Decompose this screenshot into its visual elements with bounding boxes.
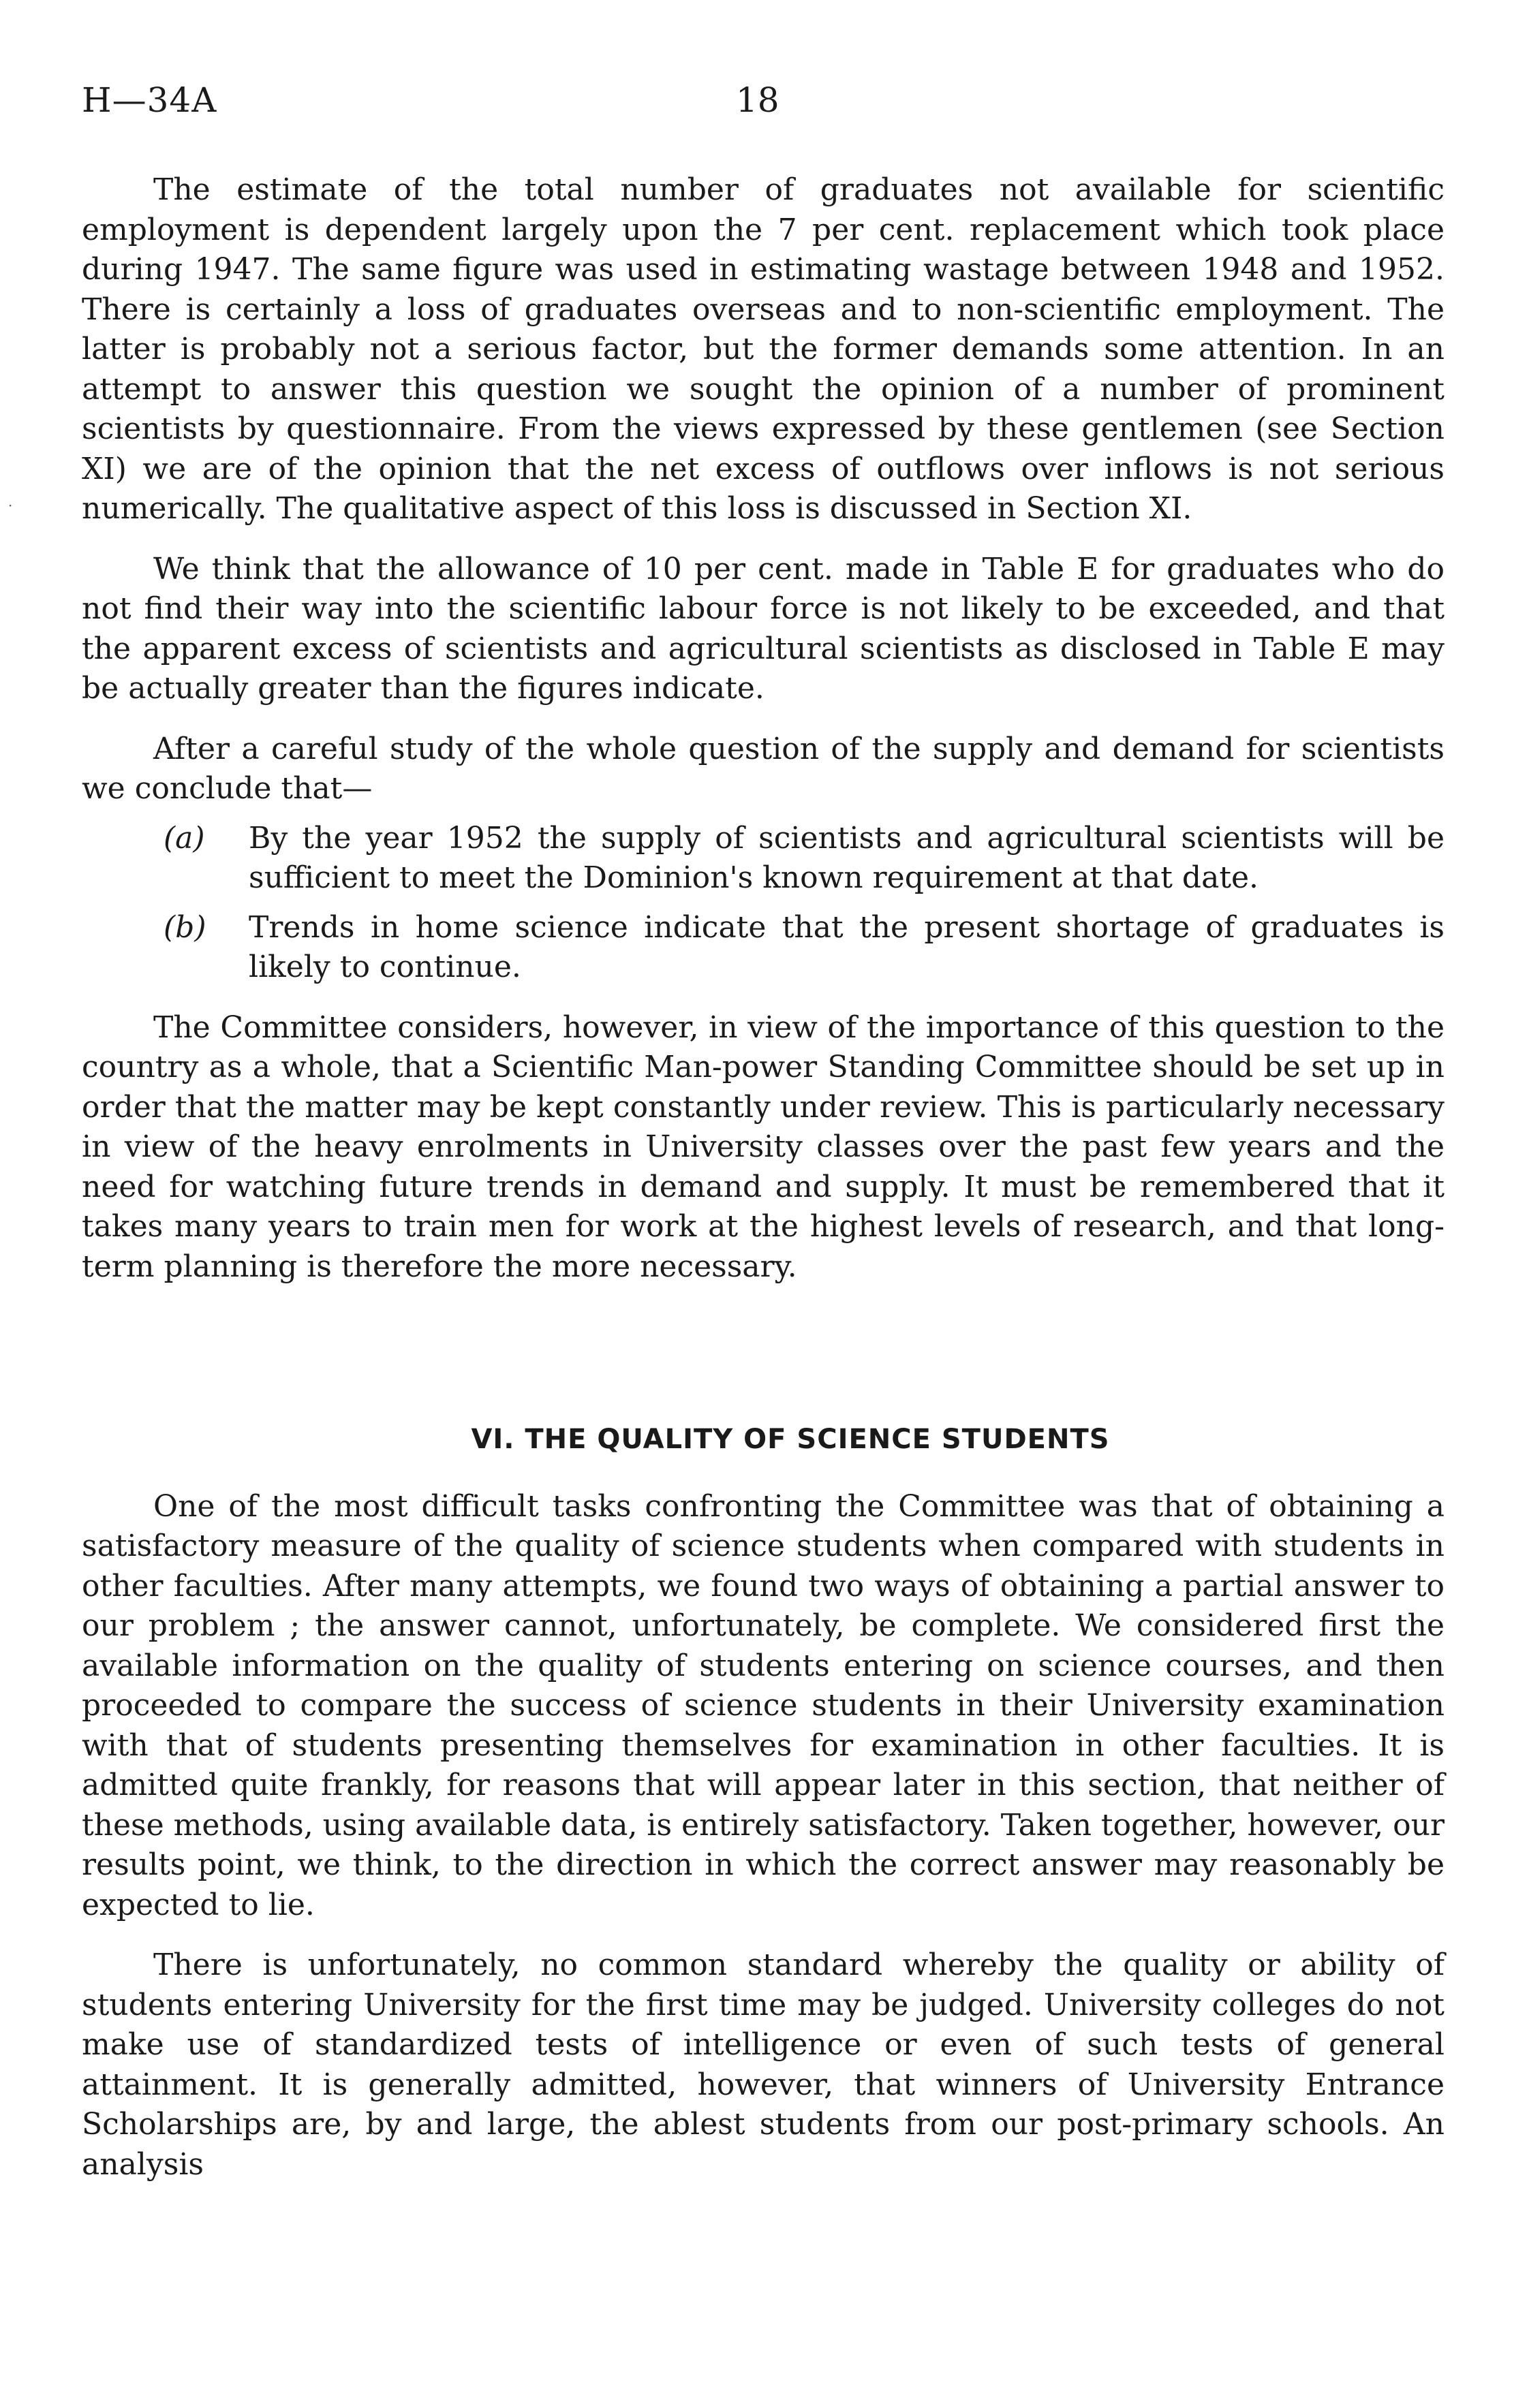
page-header bbox=[82, 80, 1447, 121]
list-item-text: Trends in home science indicate that the present shortage of graduates is likely to continue. bbox=[249, 909, 1445, 984]
series-code: H—34A bbox=[82, 80, 217, 120]
list-item-label: (a) bbox=[164, 820, 205, 856]
list-item-text: By the year 1952 the supply of scientists and agricultural scientists will be sufficient to meet the Dominion's known requirement at that date. bbox=[249, 820, 1445, 895]
section-heading: VI. THE QUALITY OF SCIENCE STUDENTS bbox=[471, 1424, 1110, 1455]
paragraph-allowance: We think that the allowance of 10 per cent. made in Table E for graduates who do not find their way into the scientific labour force is not likely to be exceeded, and that the apparent excess of scientists and agricultural scientists as disclosed in Table E may be actually greater than the figures indicate. bbox=[82, 551, 1445, 706]
margin-mark: · bbox=[8, 497, 13, 514]
list-item bbox=[82, 908, 1445, 988]
paragraph-graduate-estimate: The estimate of the total number of graduates not available for scientific employment is dependent largely upon the 7 per cent. replacement which took place during 1947. The same figure was used in estimating wastage between 1948 and 1952. There is certainly a loss of graduates overseas and to non-scientific employment. The latter is probably not a serious factor, but the former demands some attention. In an attempt to answer this question we sought the opinion of a number of prominent scientists by questionnaire. From the views expressed by these gentlemen (see Section XI) we are of the opinion that the net excess of outflows over inflows is not serious numerically. The qualitative aspect of this loss is discussed in Section XI. bbox=[82, 172, 1445, 526]
list-item-label: (b) bbox=[164, 909, 206, 945]
list-item bbox=[82, 819, 1445, 898]
conclusion-list bbox=[82, 819, 1445, 988]
paragraph-committee-recommendation: The Committee considers, however, in view of the importance of this question to the country as a whole, that a Scientific Man-power Standing Committee should be set up in order that the matter may be kept constantly under review. This is particularly necessary in view of the heavy enrolments in University classes over the past few years and the need for watching future trends in demand and supply. It must be remembered that it takes many years to train men for work at the highest levels of research, and that long-term planning is therefore the more necessary. bbox=[82, 1010, 1445, 1284]
document-body bbox=[82, 170, 1445, 2205]
paragraph-conclusion-intro: After a careful study of the whole question of the supply and demand for scientists we conclude that— bbox=[82, 731, 1445, 806]
paragraph-quality-measure: One of the most difficult tasks confronting the Committee was that of obtaining a satisfactory measure of the quality of science students when compared with students in other faculties. After many attempts, we found two ways of obtaining a partial answer to our problem ; the answer cannot, unfortunately, be complete. We considered first the available information on the quality of students entering on science courses, and then proceeded to compare the success of science students in their University examination with that of students presenting themselves for examination in other faculties. It is admitted quite frankly, for reasons that will appear later in this section, that neither of these methods, using available data, is entirely satisfactory. Taken together, however, our results point, we think, to the direction in which the correct answer may reasonably be expected to lie. bbox=[82, 1488, 1445, 1922]
page-number: 18 bbox=[736, 80, 779, 120]
paragraph-entrance-standard: There is unfortunately, no common standard whereby the quality or ability of students entering University for the first time may be judged. University colleges do not make use of standardized tests of intelligence or even of such tests of general attainment. It is generally admitted, however, that winners of University Entrance Scholarships are, by and large, the ablest students from our post-primary schools. An analysis bbox=[82, 1948, 1445, 2182]
